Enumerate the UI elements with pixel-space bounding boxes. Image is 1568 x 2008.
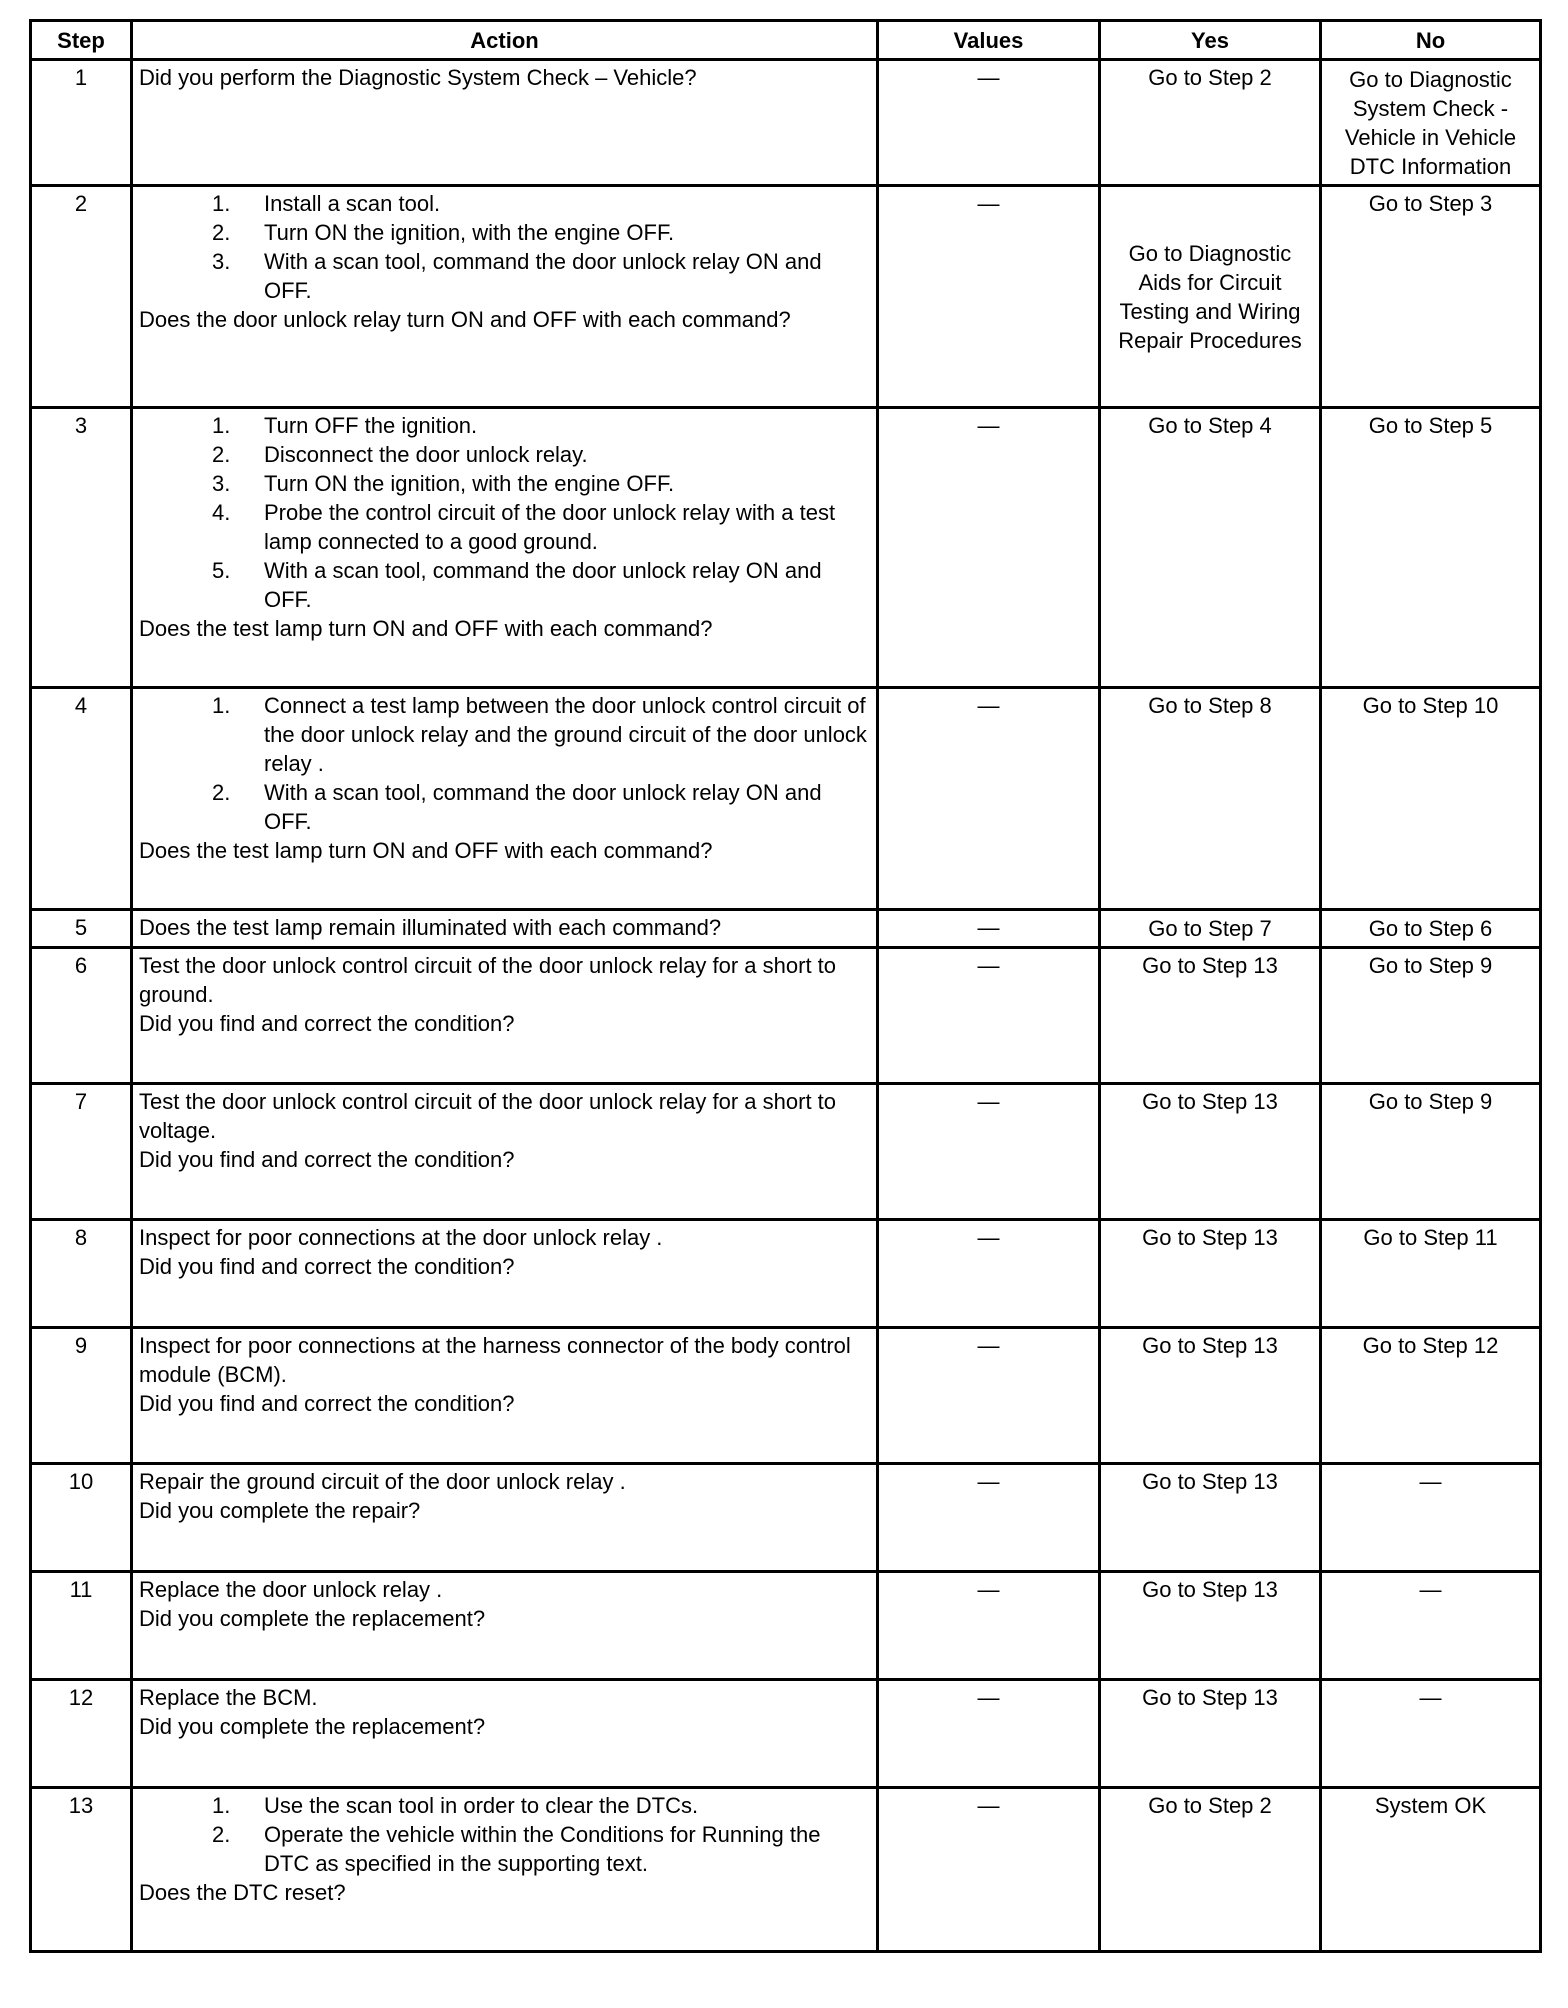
yes-cell: Go to Step 13	[1100, 1464, 1321, 1572]
action-top	[139, 411, 870, 614]
step-number: 5	[31, 910, 132, 948]
values-cell: —	[878, 688, 1100, 910]
action-question: Does the test lamp turn ON and OFF with each command?	[139, 838, 713, 863]
instruction-item	[139, 247, 870, 305]
action-top	[139, 951, 870, 1009]
no-cell: Go to Step 5	[1321, 408, 1541, 688]
step-number: 9	[31, 1328, 132, 1464]
action-content	[139, 411, 870, 643]
instruction-text: Install a scan tool.	[264, 191, 441, 216]
instruction-number: 2.	[212, 220, 231, 245]
values-cell: —	[878, 186, 1100, 408]
action-content	[139, 1331, 870, 1418]
action-cell	[132, 1328, 878, 1464]
action-top	[139, 1575, 870, 1604]
action-cell	[132, 1084, 878, 1220]
instruction-item	[139, 189, 870, 218]
action-content	[139, 189, 870, 334]
action-top	[139, 1683, 870, 1712]
yes-cell: Go to Step 13	[1100, 1220, 1321, 1328]
instruction-text: Turn ON the ignition, with the engine OFF.	[264, 471, 675, 496]
instruction-text: With a scan tool, command the door unlock relay ON and OFF.	[264, 780, 822, 834]
action-cell	[132, 1220, 878, 1328]
yes-cell: Go to Step 13	[1100, 1680, 1321, 1788]
action-cell	[132, 1788, 878, 1952]
table-row	[31, 1572, 1541, 1680]
action-intro: Test the door unlock control circuit of the door unlock relay for a short to voltage.	[139, 1089, 837, 1143]
instruction-text: Connect a test lamp between the door unlock control circuit of the door unlock relay and the ground circuit of the door unlock relay .	[264, 693, 867, 776]
action-content	[139, 1683, 870, 1741]
values-cell: —	[878, 948, 1100, 1084]
action-question: Does the test lamp turn ON and OFF with each command?	[139, 616, 713, 641]
step-number: 2	[31, 186, 132, 408]
values-cell: —	[878, 1680, 1100, 1788]
yes-cell: Go to Step 4	[1100, 408, 1321, 688]
action-intro: Inspect for poor connections at the harness connector of the body control module (BCM).	[139, 1333, 851, 1387]
instruction-item	[139, 411, 870, 440]
action-cell	[132, 1464, 878, 1572]
instruction-number: 5.	[212, 558, 231, 583]
no-cell: —	[1321, 1572, 1541, 1680]
values-cell: —	[878, 1328, 1100, 1464]
table-row	[31, 1084, 1541, 1220]
step-number: 8	[31, 1220, 132, 1328]
step-number: 10	[31, 1464, 132, 1572]
step-number: 3	[31, 408, 132, 688]
instruction-number: 4.	[212, 500, 231, 525]
action-top	[139, 1791, 870, 1878]
instruction-number: 2.	[212, 442, 231, 467]
action-top	[139, 691, 870, 836]
table-row	[31, 1788, 1541, 1952]
instruction-text: With a scan tool, command the door unlock relay ON and OFF.	[264, 558, 822, 612]
no-cell: Go to Step 9	[1321, 948, 1541, 1084]
table-row	[31, 948, 1541, 1084]
instruction-text: Turn OFF the ignition.	[264, 413, 478, 438]
instruction-number: 3.	[212, 249, 231, 274]
table-row	[31, 1220, 1541, 1328]
action-top	[139, 1331, 870, 1389]
action-content	[139, 1791, 870, 1907]
instruction-item	[139, 1820, 870, 1878]
step-number: 1	[31, 60, 132, 186]
action-intro: Repair the ground circuit of the door unlock relay .	[139, 1469, 626, 1494]
instruction-list	[139, 691, 870, 836]
yes-cell: Go to Step 13	[1100, 1084, 1321, 1220]
instruction-item	[139, 556, 870, 614]
instruction-number: 2.	[212, 1822, 231, 1847]
action-question: Did you find and correct the condition?	[139, 1391, 515, 1416]
table-row	[31, 1328, 1541, 1464]
action-question: Did you find and correct the condition?	[139, 1147, 515, 1172]
no-cell: Go to Step 10	[1321, 688, 1541, 910]
instruction-list	[139, 189, 870, 305]
action-top	[139, 63, 870, 92]
yes-cell: Go to Step 2	[1100, 60, 1321, 186]
step-number: 4	[31, 688, 132, 910]
table-row	[31, 408, 1541, 688]
instruction-text: Turn ON the ignition, with the engine OFF.	[264, 220, 675, 245]
instruction-number: 1.	[212, 191, 231, 216]
action-content	[139, 691, 870, 865]
header-values: Values	[878, 21, 1100, 60]
values-cell: —	[878, 1788, 1100, 1952]
action-content	[139, 951, 870, 1038]
instruction-item	[139, 218, 870, 247]
action-content	[139, 913, 870, 942]
action-question: Did you complete the repair?	[139, 1498, 421, 1523]
action-cell	[132, 1680, 878, 1788]
instruction-text: Probe the control circuit of the door unlock relay with a test lamp connected to a good ground.	[264, 500, 836, 554]
instruction-number: 1.	[212, 1793, 231, 1818]
yes-cell: Go to Step 13	[1100, 1572, 1321, 1680]
values-cell: —	[878, 1084, 1100, 1220]
instruction-item	[139, 691, 870, 778]
values-cell: —	[878, 910, 1100, 948]
step-number: 12	[31, 1680, 132, 1788]
no-cell: System OK	[1321, 1788, 1541, 1952]
diagnostic-table-sheet	[29, 19, 1542, 1953]
values-cell: —	[878, 1464, 1100, 1572]
table-row	[31, 60, 1541, 186]
instruction-item	[139, 469, 870, 498]
action-intro: Inspect for poor connections at the door unlock relay .	[139, 1225, 663, 1250]
action-content	[139, 1223, 870, 1281]
action-cell	[132, 1572, 878, 1680]
no-cell: Go to Step 3	[1321, 186, 1541, 408]
step-number: 7	[31, 1084, 132, 1220]
yes-cell: Go to Diagnostic Aids for Circuit Testing and Wiring Repair Procedures	[1100, 186, 1321, 408]
instruction-list	[139, 1791, 870, 1878]
no-cell: Go to Step 9	[1321, 1084, 1541, 1220]
action-intro: Replace the BCM.	[139, 1685, 318, 1710]
action-question: Does the DTC reset?	[139, 1880, 346, 1905]
action-intro: Replace the door unlock relay .	[139, 1577, 443, 1602]
instruction-number: 1.	[212, 413, 231, 438]
action-cell	[132, 408, 878, 688]
table-row	[31, 186, 1541, 408]
no-cell: —	[1321, 1680, 1541, 1788]
header-yes: Yes	[1100, 21, 1321, 60]
yes-cell: Go to Step 7	[1100, 910, 1321, 948]
action-question: Does the test lamp remain illuminated with each command?	[139, 915, 722, 940]
instruction-item	[139, 440, 870, 469]
action-question: Did you complete the replacement?	[139, 1714, 486, 1739]
no-cell: Go to Step 6	[1321, 910, 1541, 948]
action-question: Did you find and correct the condition?	[139, 1254, 515, 1279]
instruction-item	[139, 778, 870, 836]
yes-cell: Go to Step 13	[1100, 948, 1321, 1084]
action-intro: Did you perform the Diagnostic System Check – Vehicle?	[139, 65, 697, 90]
table-body	[31, 60, 1541, 1952]
values-cell: —	[878, 60, 1100, 186]
action-content	[139, 1467, 870, 1525]
table-row	[31, 910, 1541, 948]
instruction-text: Disconnect the door unlock relay.	[264, 442, 588, 467]
table-row	[31, 1464, 1541, 1572]
action-content	[139, 63, 870, 92]
instruction-item	[139, 498, 870, 556]
instruction-number: 1.	[212, 693, 231, 718]
action-content	[139, 1087, 870, 1174]
instruction-list	[139, 411, 870, 614]
no-cell: —	[1321, 1464, 1541, 1572]
instruction-item	[139, 1791, 870, 1820]
step-number: 13	[31, 1788, 132, 1952]
no-cell: Go to Step 12	[1321, 1328, 1541, 1464]
values-cell: —	[878, 408, 1100, 688]
instruction-text: Use the scan tool in order to clear the DTCs.	[264, 1793, 699, 1818]
table-row	[31, 1680, 1541, 1788]
table-row	[31, 688, 1541, 910]
action-top	[139, 1467, 870, 1496]
action-top	[139, 1087, 870, 1145]
yes-cell: Go to Step 2	[1100, 1788, 1321, 1952]
action-cell	[132, 948, 878, 1084]
action-cell	[132, 688, 878, 910]
action-cell	[132, 910, 878, 948]
header-action: Action	[132, 21, 878, 60]
no-cell: Go to Step 11	[1321, 1220, 1541, 1328]
header-no: No	[1321, 21, 1541, 60]
yes-cell: Go to Step 13	[1100, 1328, 1321, 1464]
action-question: Does the door unlock relay turn ON and OFF with each command?	[139, 307, 791, 332]
step-number: 11	[31, 1572, 132, 1680]
action-question: Did you find and correct the condition?	[139, 1011, 515, 1036]
diagnostic-table	[29, 19, 1542, 1953]
no-cell: Go to Diagnostic System Check - Vehicle in Vehicle DTC Information	[1321, 60, 1541, 186]
yes-cell: Go to Step 8	[1100, 688, 1321, 910]
instruction-text: With a scan tool, command the door unlock relay ON and OFF.	[264, 249, 822, 303]
step-number: 6	[31, 948, 132, 1084]
header-row	[31, 21, 1541, 60]
instruction-number: 2.	[212, 780, 231, 805]
action-top	[139, 189, 870, 305]
action-intro: Test the door unlock control circuit of the door unlock relay for a short to ground.	[139, 953, 837, 1007]
values-cell: —	[878, 1572, 1100, 1680]
instruction-number: 3.	[212, 471, 231, 496]
values-cell: —	[878, 1220, 1100, 1328]
action-question: Did you complete the replacement?	[139, 1606, 486, 1631]
action-cell	[132, 60, 878, 186]
action-content	[139, 1575, 870, 1633]
instruction-text: Operate the vehicle within the Conditions for Running the DTC as specified in the supporting text.	[264, 1822, 821, 1876]
action-top	[139, 1223, 870, 1252]
header-step: Step	[31, 21, 132, 60]
action-cell	[132, 186, 878, 408]
